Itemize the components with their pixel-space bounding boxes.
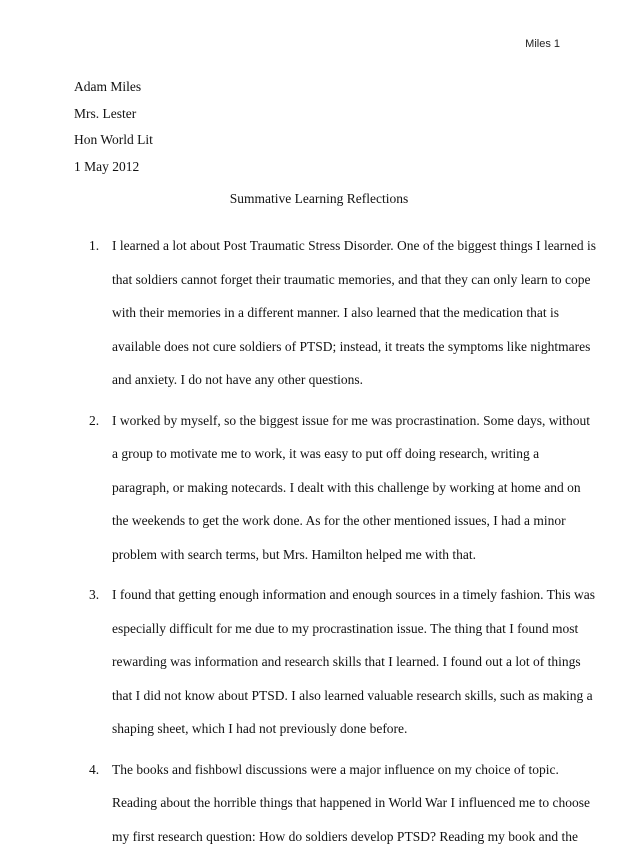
list-item-text-line: I found that getting enough information and enough sources in a timely fashion. This was <box>112 587 596 602</box>
list-item-text-line: especially difficult for me due to my procrastination issue. The thing that I found most <box>112 620 579 636</box>
list-item <box>0 404 591 572</box>
list-item-text-line: paragraph, or making notecards. I dealt with this challenge by working at home and on <box>112 479 581 495</box>
list-item-text-line: a group to motivate me to work, it was easy to put off doing research, writing a <box>112 446 540 461</box>
list-item-text-line: I worked by myself, so the biggest issue for me was procrastination. Some days, without <box>112 412 591 428</box>
list-item-text-line: that I did not know about PTSD. I also learned valuable research skills, such as making a <box>112 687 593 703</box>
list-item-text-line: available does not cure soldiers of PTSD; instead, it treats the symptoms like nightmares <box>112 338 591 354</box>
list-item-text-line: The books and fishbowl discussions were a major influence on my choice of topic. <box>112 761 559 777</box>
student-name: Adam Miles <box>74 79 142 94</box>
list-item-text-line: Reading about the horrible things that happened in World War I influenced me to choose <box>112 795 590 810</box>
list-item-text-line: rewarding was information and research skills that I learned. I found out a lot of things <box>112 654 581 669</box>
running-head: Miles 1 <box>525 38 560 50</box>
list-item-text-line: and anxiety. I do not have any other questions. <box>112 372 364 387</box>
list-item <box>0 753 590 854</box>
reflection-list <box>0 229 638 860</box>
list-item-number: 2. <box>89 412 100 428</box>
list-item-text-line: the weekends to get the work done. As for the other mentioned issues, I had a minor <box>112 513 566 528</box>
document-date: 1 May 2012 <box>74 158 140 174</box>
list-item-text-line: with their memories in a different manner. I also learned that the medication that is <box>112 305 559 320</box>
course-name: Hon World Lit <box>74 132 153 147</box>
list-item-text-line: I learned a lot about Post Traumatic Stress Disorder. One of the biggest things I learned is <box>112 238 597 253</box>
teacher-name: Mrs. Lester <box>74 105 137 121</box>
list-item-text-line: problem with search terms, but Mrs. Hamilton helped me with that. <box>112 546 477 562</box>
list-item-number: 3. <box>89 587 100 602</box>
mla-heading <box>74 74 153 180</box>
list-item-text-line: shaping sheet, which I had not previously done before. <box>112 721 408 736</box>
document-title: Summative Learning Reflections <box>229 191 409 206</box>
list-item-number: 1. <box>89 238 100 253</box>
list-item-number: 4. <box>89 761 100 777</box>
list-item-text-line: my first research question: How do soldiers develop PTSD? Reading my book and the <box>112 828 579 844</box>
list-item-text-line: that soldiers cannot forget their traumatic memories, and that they can only learn to cope <box>112 271 591 287</box>
list-item <box>0 229 597 397</box>
list-item <box>0 578 596 746</box>
